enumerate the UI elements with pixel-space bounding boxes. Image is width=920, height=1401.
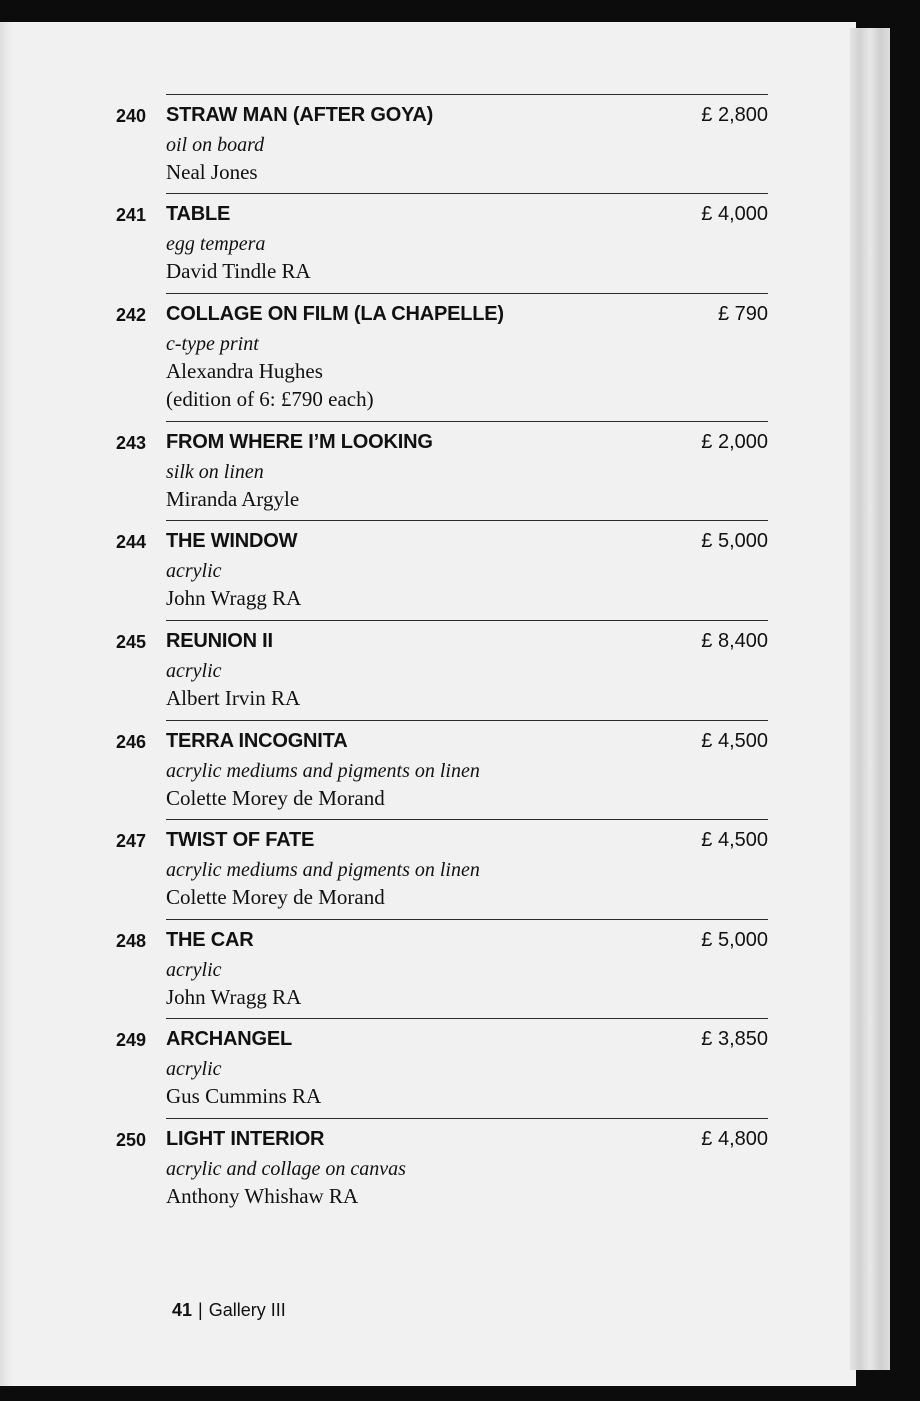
entry-rule: [166, 720, 768, 721]
entry-price: £ 5,000: [701, 929, 768, 951]
entry-artist: Colette Morey de Morand: [166, 885, 385, 909]
entry-medium: acrylic mediums and pigments on linen: [166, 859, 480, 881]
entry-rule: [166, 94, 768, 95]
entry-number: 249: [116, 1030, 147, 1050]
entry-number: 245: [116, 632, 147, 652]
entry-price: £ 790: [717, 303, 768, 325]
entry-title: LIGHT INTERIOR: [166, 1128, 325, 1150]
catalogue-page: [0, 22, 856, 1386]
entry-medium: c-type print: [166, 333, 259, 355]
entry-artist: John Wragg RA: [166, 586, 302, 610]
entry-rule: [166, 1018, 768, 1019]
entry-number: 242: [116, 305, 147, 325]
entry-title: COLLAGE ON FILM (LA CHAPELLE): [166, 303, 504, 325]
entry-number: 248: [116, 931, 147, 951]
entry-artist: Colette Morey de Morand: [166, 786, 385, 810]
entry-price: £ 4,500: [701, 829, 768, 851]
entry-price: £ 5,000: [701, 530, 768, 552]
entry-medium: acrylic and collage on canvas: [166, 1158, 406, 1180]
entry-rule: [166, 520, 768, 521]
entry-number: 241: [116, 205, 147, 225]
footer-separator: |: [198, 1300, 203, 1320]
entry-title: REUNION II: [166, 630, 273, 652]
entry-edition-note: (edition of 6: £790 each): [166, 387, 374, 411]
entry-artist: Albert Irvin RA: [166, 686, 301, 710]
entry-medium: acrylic: [166, 959, 222, 981]
page-footer: [172, 1300, 286, 1321]
entry-rule: [166, 919, 768, 920]
entry-price: £ 2,800: [701, 104, 768, 126]
entry-artist: John Wragg RA: [166, 985, 302, 1009]
entry-rule: [166, 1118, 768, 1119]
entry-medium: acrylic: [166, 660, 222, 682]
entry-rule: [166, 620, 768, 621]
entry-number: 250: [116, 1130, 147, 1150]
entry-medium: acrylic mediums and pigments on linen: [166, 760, 480, 782]
entry-number: 247: [116, 831, 147, 851]
entry-number: 246: [116, 732, 147, 752]
entry-rule: [166, 421, 768, 422]
entry-rule: [166, 193, 768, 194]
entry-title: THE CAR: [166, 929, 254, 951]
entry-price: £ 4,500: [701, 730, 768, 752]
entry-artist: David Tindle RA: [166, 259, 311, 283]
entry-artist: Anthony Whishaw RA: [166, 1184, 359, 1208]
entry-price: £ 4,800: [701, 1128, 768, 1150]
entry-artist: Neal Jones: [166, 160, 258, 184]
entry-number: 243: [116, 433, 147, 453]
entry-title: STRAW MAN (AFTER GOYA): [166, 104, 434, 126]
entry-rule: [166, 819, 768, 820]
entry-price: £ 3,850: [701, 1028, 768, 1050]
entry-title: TWIST OF FATE: [166, 829, 315, 851]
entry-medium: silk on linen: [166, 461, 264, 483]
entry-title: FROM WHERE I’M LOOKING: [166, 431, 433, 453]
entry-medium: acrylic: [166, 1058, 222, 1080]
spine-shadow: [0, 22, 12, 1386]
section-name: Gallery III: [208, 1300, 286, 1320]
entry-number: 240: [116, 106, 147, 126]
entry-title: TABLE: [166, 203, 231, 225]
entry-price: £ 8,400: [701, 630, 768, 652]
entry-title: ARCHANGEL: [166, 1028, 292, 1050]
entry-price: £ 4,000: [701, 203, 768, 225]
entry-price: £ 2,000: [701, 431, 768, 453]
entry-title: THE WINDOW: [166, 530, 298, 552]
page-number: 41: [172, 1300, 193, 1320]
entry-medium: oil on board: [166, 134, 265, 156]
page-edges: [850, 28, 890, 1370]
entry-title: TERRA INCOGNITA: [166, 730, 348, 752]
entry-rule: [166, 293, 768, 294]
entry-medium: acrylic: [166, 560, 222, 582]
entry-artist: Miranda Argyle: [166, 487, 300, 511]
entry-medium: egg tempera: [166, 233, 266, 255]
entry-artist: Gus Cummins RA: [166, 1084, 322, 1108]
entry-artist: Alexandra Hughes: [166, 359, 323, 383]
entry-number: 244: [116, 532, 147, 552]
